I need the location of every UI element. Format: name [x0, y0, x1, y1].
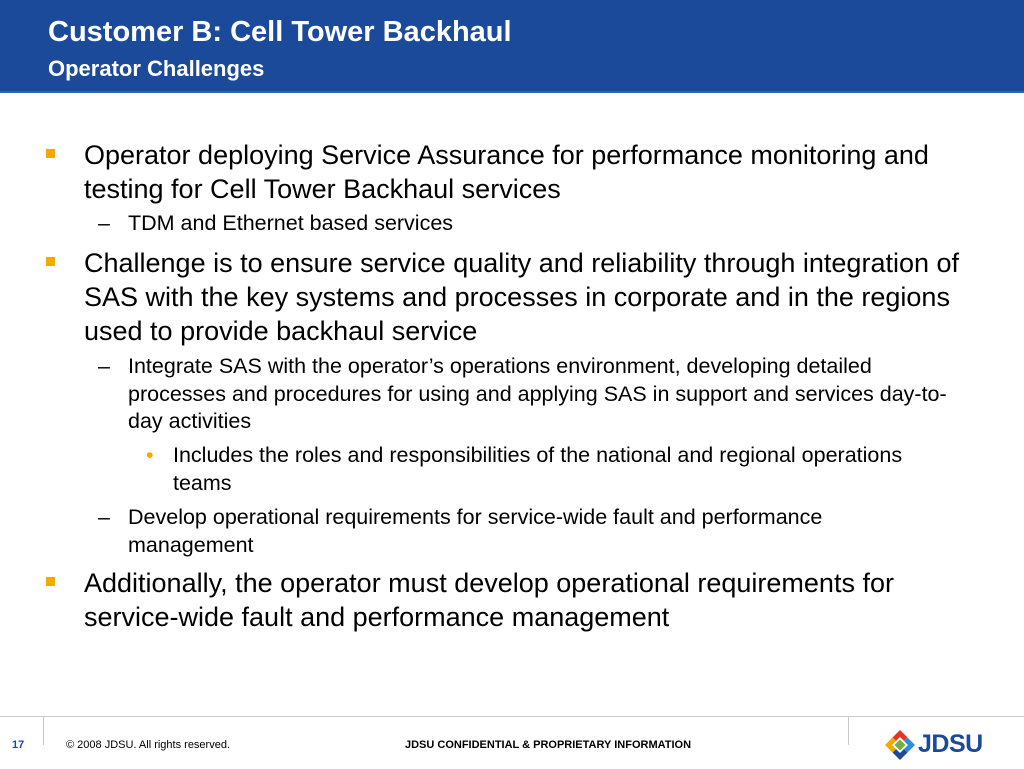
bullet-2-sub-1-text: Integrate SAS with the operator’s operations environment, developing detailed processes and procedures for using and applying SAS in support and services day-to-day activities: [128, 354, 947, 433]
bullet-1: [84, 138, 984, 206]
logo-text: JDSU: [918, 730, 983, 758]
slide-subtitle: Operator Challenges: [48, 56, 265, 81]
bullet-2-sub-2-text: Develop operational requirements for service-wide fault and performance management: [128, 505, 823, 557]
bullet-1-sub-1-text: TDM and Ethernet based services: [128, 211, 454, 235]
footer-divider: [848, 717, 849, 745]
square-bullet-icon: [46, 577, 55, 586]
copyright-text: © 2008 JDSU. All rights reserved.: [66, 739, 231, 751]
jdsu-diamond-logo-icon: [884, 729, 916, 761]
slide-footer: [0, 716, 1024, 769]
bullet-1-text: Operator deploying Service Assurance for performance monitoring and testing for Cell Tower Backhaul services: [84, 140, 929, 204]
bullet-2-sub-2: [98, 504, 948, 559]
bullet-2: [84, 246, 984, 348]
bullet-2-sub-1-sub-1-text: Includes the roles and responsibilities of the national and regional operations teams: [173, 443, 903, 495]
dash-bullet-icon: –: [98, 354, 110, 378]
bullet-1-sub-1: [98, 210, 948, 238]
page-number: 17: [12, 739, 25, 751]
slide-header: [0, 0, 1024, 93]
dash-bullet-icon: –: [98, 505, 110, 529]
bullet-2-sub-1-sub-1: [146, 442, 953, 497]
square-bullet-icon: [46, 149, 55, 158]
confidential-notice: JDSU CONFIDENTIAL & PROPRIETARY INFORMATION: [405, 739, 692, 751]
bullet-3-text: Additionally, the operator must develop operational requirements for service-wide fault and performance management: [84, 568, 894, 632]
bullet-3: [84, 566, 984, 634]
jdsu-logo: [884, 727, 989, 763]
bullet-2-text: Challenge is to ensure service quality and reliability through integration of SAS with the key systems and processes in corporate and in the regions used to provide backhaul service: [84, 248, 960, 346]
dot-bullet-icon: •: [146, 443, 154, 467]
dash-bullet-icon: –: [98, 211, 110, 235]
slide-title: Customer B: Cell Tower Backhaul: [48, 16, 512, 48]
bullet-2-sub-1: [98, 353, 948, 436]
footer-divider: [43, 717, 44, 745]
square-bullet-icon: [46, 257, 55, 266]
